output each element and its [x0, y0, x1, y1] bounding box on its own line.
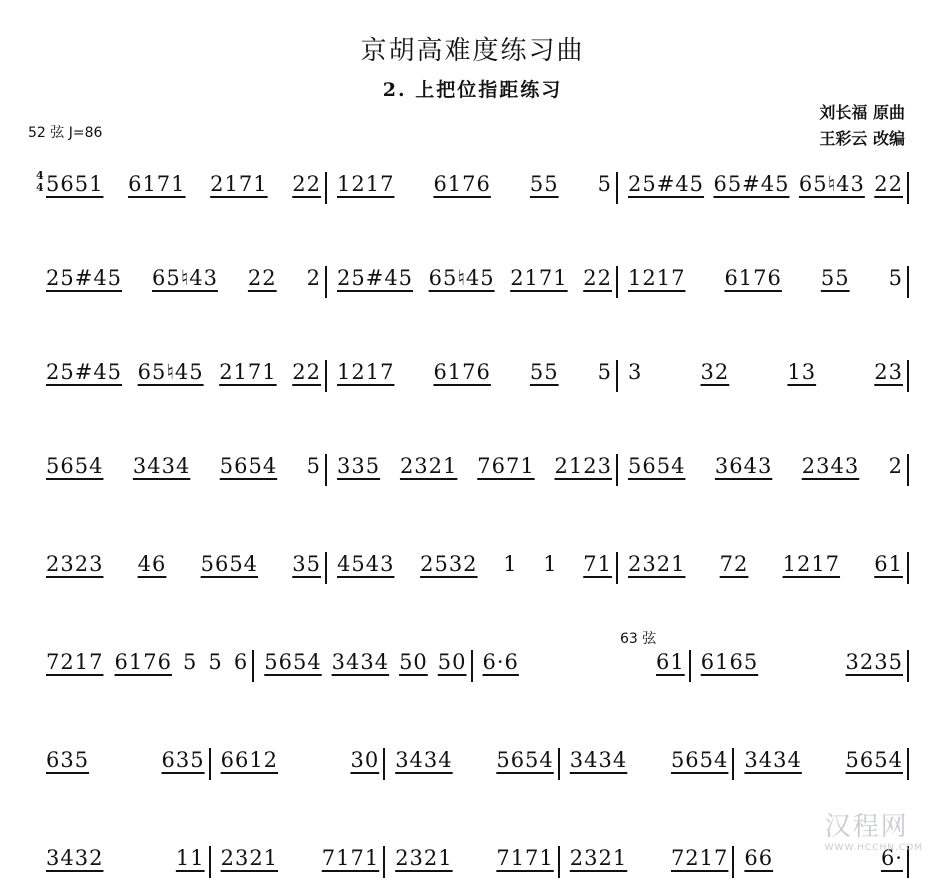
- note-group: 11: [175, 846, 205, 870]
- note-group: 2321: [628, 552, 686, 576]
- note-group: 71: [583, 552, 612, 576]
- measure: [395, 846, 554, 870]
- note-group: 6165: [700, 650, 759, 674]
- note-group: 1217: [628, 266, 686, 290]
- measure: [264, 650, 466, 674]
- note-group: 5654: [46, 454, 104, 478]
- barline: [325, 454, 327, 486]
- note-group: 66: [744, 846, 774, 870]
- staff-row: [36, 646, 909, 686]
- measure: [46, 846, 205, 870]
- note-group: 5: [306, 454, 321, 478]
- note-group: 3235: [845, 650, 903, 674]
- note-group: 2343: [801, 454, 860, 478]
- note-group: 7217: [670, 846, 729, 870]
- time-signature: 4 4: [36, 169, 44, 194]
- score-title: 京胡高难度练习曲: [360, 36, 585, 66]
- note-group: 2: [306, 266, 321, 290]
- credits: [819, 100, 905, 152]
- note-group: 22: [292, 360, 321, 384]
- barline: [616, 360, 618, 392]
- measure: [46, 552, 321, 576]
- note-group: 46: [137, 552, 167, 576]
- note-group: 2321: [569, 846, 628, 870]
- barline: [325, 172, 327, 204]
- note-group: 5: [183, 650, 198, 674]
- note-group: 5654: [670, 748, 729, 772]
- note-group: 65♮45: [137, 360, 204, 384]
- barline: [383, 846, 385, 878]
- note-group: 2321: [395, 846, 453, 870]
- note-group: 6171: [128, 172, 186, 196]
- measure: [628, 266, 903, 290]
- note-group: 2171: [510, 266, 568, 290]
- note-group: 3434: [331, 650, 390, 674]
- note-group: 5654: [496, 748, 554, 772]
- note-group: 22: [583, 266, 612, 290]
- measure: [395, 748, 554, 772]
- note-group: 3: [628, 360, 643, 384]
- barline: [325, 552, 327, 584]
- barline: [907, 360, 909, 392]
- note-group: 55: [820, 266, 850, 290]
- note-group: 5654: [628, 454, 686, 478]
- note-group: 25#45: [628, 172, 705, 196]
- composer-credit: 刘长福 原曲: [819, 103, 905, 122]
- measure: [46, 454, 321, 478]
- barline: [616, 552, 618, 584]
- note-group: 5654: [200, 552, 259, 576]
- note-group: 6176: [433, 360, 491, 384]
- note-group: 7671: [477, 454, 535, 478]
- note-group: 61: [874, 552, 903, 576]
- measure: [570, 846, 729, 870]
- barline: [471, 650, 473, 682]
- note-group: 6: [233, 650, 249, 674]
- barline: [252, 650, 254, 682]
- note-group: 5654: [219, 454, 278, 478]
- barline: [616, 266, 618, 298]
- staff-row: [36, 744, 909, 784]
- note-group: 30: [350, 748, 380, 772]
- note-group: 635: [46, 748, 90, 772]
- measure: [337, 552, 612, 576]
- note-group: 7217: [46, 650, 104, 674]
- barline: [732, 846, 734, 878]
- note-group: 1217: [782, 552, 841, 576]
- note-group: 6176: [724, 266, 782, 290]
- barline: [558, 846, 560, 878]
- staff-row: [36, 262, 909, 302]
- barline: [325, 360, 327, 392]
- watermark-logo: [825, 806, 923, 853]
- measure: [337, 266, 612, 290]
- note-group: 22: [247, 266, 277, 290]
- staff-row: [36, 168, 909, 208]
- note-group: 5654: [264, 650, 322, 674]
- note-group: 72: [719, 552, 749, 576]
- measure: [221, 846, 380, 870]
- note-group: 4543: [337, 552, 395, 576]
- note-group: 5651: [46, 172, 104, 196]
- note-group: 61: [656, 650, 685, 674]
- barline: [209, 748, 211, 780]
- note-group: 25#45: [46, 266, 123, 290]
- barline: [907, 552, 909, 584]
- barline: [616, 454, 618, 486]
- note-group: 1: [503, 552, 518, 576]
- measure: [46, 650, 248, 674]
- note-group: 6612: [220, 748, 279, 772]
- note-group: 6·: [880, 846, 903, 870]
- measure: [628, 360, 903, 384]
- note-group: 2171: [219, 360, 277, 384]
- note-group: 13: [787, 360, 817, 384]
- watermark-text: 汉程网: [824, 812, 909, 842]
- note-group: 65♮43: [152, 266, 218, 290]
- note-group: 3434: [132, 454, 191, 478]
- note-group: 32: [700, 360, 730, 384]
- note-group: 3434: [569, 748, 628, 772]
- barline: [907, 748, 909, 780]
- barline: [616, 172, 618, 204]
- barline: [907, 172, 909, 204]
- note-group: 3643: [714, 454, 773, 478]
- note-group: 2323: [46, 552, 104, 576]
- note-group: 22: [874, 172, 903, 196]
- barline: [325, 266, 327, 298]
- measure: [628, 172, 903, 196]
- barline: [383, 748, 385, 780]
- note-group: 35: [292, 552, 321, 576]
- measure: [221, 748, 380, 772]
- note-group: 7171: [321, 846, 380, 870]
- measure: [744, 748, 903, 772]
- measure: [337, 360, 612, 384]
- note-group: 65#45: [713, 172, 790, 196]
- note-group: 65♮43: [798, 172, 865, 196]
- measure: [483, 650, 685, 674]
- staff-row: [36, 842, 909, 882]
- note-group: 50: [399, 650, 428, 674]
- note-group: 50: [437, 650, 467, 674]
- note-group: 3434: [395, 748, 453, 772]
- measure: [701, 650, 903, 674]
- note-group: 5: [597, 172, 612, 196]
- note-group: 335: [337, 454, 381, 478]
- barline: [907, 454, 909, 486]
- staff-row: [36, 356, 909, 396]
- note-group: 5654: [845, 748, 903, 772]
- note-group: 2532: [420, 552, 478, 576]
- note-group: 22: [292, 172, 321, 196]
- barline: [558, 748, 560, 780]
- note-group: 5: [888, 266, 903, 290]
- note-group: 6176: [114, 650, 172, 674]
- barline: [907, 266, 909, 298]
- measure: [46, 172, 321, 196]
- measure: [337, 454, 612, 478]
- note-group: 3434: [744, 748, 802, 772]
- barline: [907, 650, 909, 682]
- measure: [46, 360, 321, 384]
- note-group: 55: [529, 360, 559, 384]
- note-group: 55: [529, 172, 559, 196]
- arranger-credit: 王彩云 改编: [819, 129, 905, 148]
- measure: [628, 454, 903, 478]
- barline: [732, 748, 734, 780]
- measure: [46, 748, 205, 772]
- note-group: 3432: [46, 846, 104, 870]
- measure: [46, 266, 321, 290]
- note-group: 25#45: [337, 266, 414, 290]
- note-group: 7171: [496, 846, 554, 870]
- note-group: 2: [888, 454, 903, 478]
- note-group: 1217: [337, 172, 395, 196]
- measure: [628, 552, 903, 576]
- note-group: 2321: [220, 846, 279, 870]
- note-group: 5: [208, 650, 223, 674]
- staff-row: [36, 450, 909, 490]
- note-group: 2171: [210, 172, 268, 196]
- score-subtitle: 2. 上把位指距练习: [382, 79, 563, 101]
- measure: [570, 748, 729, 772]
- note-group: 1217: [337, 360, 395, 384]
- note-group: 25#45: [46, 360, 123, 384]
- note-group: 635: [161, 748, 205, 772]
- measure: [337, 172, 612, 196]
- string-marking: 63 弦: [620, 631, 657, 647]
- note-group: 6·6: [482, 650, 519, 674]
- note-group: 1: [543, 552, 558, 576]
- note-group: 2321: [399, 454, 458, 478]
- note-group: 23: [874, 360, 903, 384]
- tempo-marking: 52 弦 J=86: [28, 125, 103, 141]
- staff-row: [36, 548, 909, 588]
- note-group: 65♮45: [428, 266, 495, 290]
- barline: [689, 650, 691, 682]
- note-group: 6176: [433, 172, 491, 196]
- watermark-sub: WWW.HCCHN.COM: [824, 843, 923, 853]
- note-group: 5: [597, 360, 612, 384]
- barline: [209, 846, 211, 878]
- note-group: 2123: [554, 454, 612, 478]
